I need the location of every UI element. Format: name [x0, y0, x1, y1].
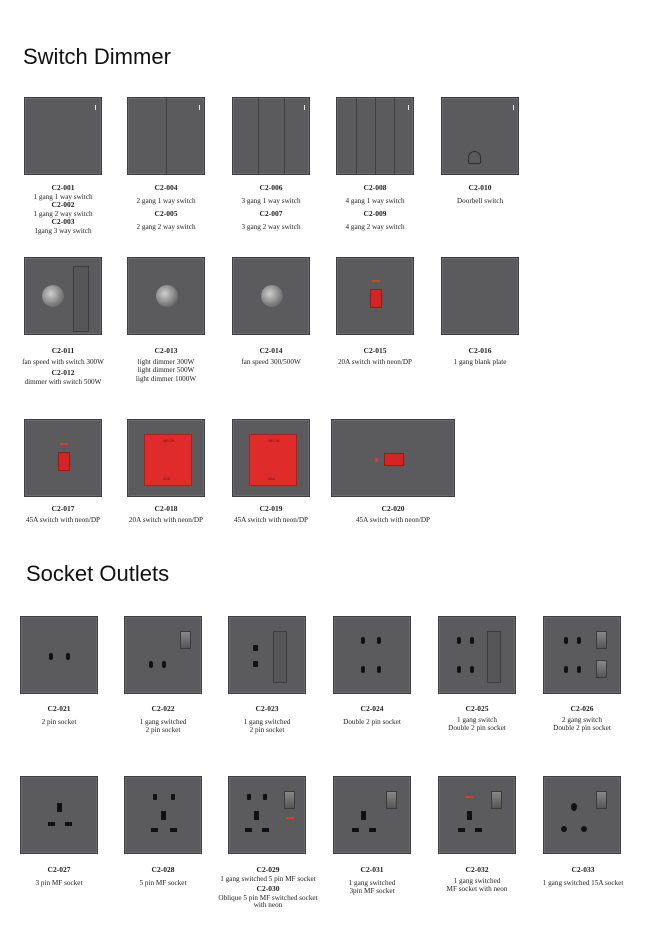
- socket-pin-hole: [253, 661, 258, 667]
- product-code: C2-004: [154, 183, 178, 192]
- socket-pin-hole: [457, 637, 461, 644]
- product-desc: Oblique 5 pin MF switched socket: [218, 893, 318, 902]
- socket-pin-hole: [171, 794, 175, 800]
- product-desc: 1 gang 2 way switch: [33, 209, 93, 218]
- product-desc: 3 gang 2 way switch: [241, 222, 301, 231]
- rocker-switch: [386, 791, 397, 809]
- gang-divider: [356, 98, 357, 174]
- red-switch-panel: [249, 434, 297, 486]
- product-desc: Double 2 pin socket: [343, 717, 401, 726]
- caption-c2-014: [222, 347, 320, 366]
- product-desc: 20A switch with neon/DP: [337, 357, 413, 366]
- indicator-led: [408, 105, 409, 110]
- caption-c2-006: [222, 184, 320, 231]
- socket-pin-hole: [475, 828, 482, 832]
- product-desc: 1 gang switched: [453, 876, 501, 885]
- product-code: C2-019: [259, 504, 283, 513]
- product-desc: MF socket with neon: [446, 885, 508, 894]
- socket-pin-hole: [571, 803, 577, 811]
- socket-pin-hole: [161, 811, 166, 820]
- caption-c2-029: [202, 866, 334, 908]
- indicator-led: [304, 105, 305, 110]
- product-code: C2-014: [259, 346, 283, 355]
- product-code: C2-016: [468, 346, 492, 355]
- socket-pin-hole: [66, 653, 70, 660]
- product-desc: 2 pin socket: [249, 726, 285, 735]
- rocker-switch: [487, 631, 501, 683]
- socket-pin-hole: [581, 826, 587, 832]
- product-c2-001-plate[interactable]: [24, 97, 102, 175]
- rocker-switch: [596, 631, 607, 649]
- product-code: C2-018: [154, 504, 178, 513]
- product-desc: Double 2 pin socket: [448, 724, 506, 733]
- product-desc: 1 gang blank plate: [453, 357, 507, 366]
- socket-pin-hole: [361, 666, 365, 673]
- socket-pin-hole: [564, 666, 568, 673]
- socket-pin-hole: [377, 637, 381, 644]
- product-desc: 3 pin MF socket: [35, 878, 83, 887]
- red-rocker-switch: [58, 452, 70, 471]
- product-code: C2-032: [465, 865, 489, 874]
- socket-pin-hole: [561, 826, 567, 832]
- caption-c2-033: [530, 866, 636, 887]
- product-desc: dimmer with switch 500W: [24, 377, 102, 386]
- socket-pin-hole: [48, 822, 55, 826]
- gang-divider: [284, 98, 285, 174]
- product-code: C2-025: [465, 704, 489, 713]
- product-c2-021-plate[interactable]: [20, 616, 98, 694]
- caption-c2-027: [9, 866, 109, 887]
- socket-pin-hole: [577, 666, 581, 673]
- caption-c2-018: [112, 505, 220, 524]
- product-desc: 45A switch with neon/DP: [233, 515, 309, 524]
- product-code: C2-015: [363, 346, 387, 355]
- product-c2-027-plate[interactable]: [20, 776, 98, 854]
- caption-c2-022: [113, 705, 213, 735]
- product-c2-017-plate[interactable]: [24, 419, 102, 497]
- product-desc: 1 gang switched 15A socket: [542, 878, 624, 887]
- product-c2-031-plate[interactable]: [333, 776, 411, 854]
- socket-pin-hole: [470, 637, 474, 644]
- product-desc: fan speed 300/500W: [241, 357, 301, 366]
- caption-c2-020: [333, 505, 453, 524]
- neon-indicator: [465, 796, 473, 798]
- product-code: C2-008: [363, 183, 387, 192]
- product-c2-014-plate[interactable]: [232, 257, 310, 335]
- red-switch-panel: [144, 434, 192, 486]
- product-c2-008-plate[interactable]: [336, 97, 414, 175]
- socket-pin-hole: [470, 666, 474, 673]
- rocker-switch: [596, 791, 607, 809]
- product-code: C2-017: [51, 504, 75, 513]
- gang-divider: [258, 98, 259, 174]
- product-desc: 1 gang switched: [243, 717, 291, 726]
- product-code: C2-022: [151, 704, 175, 713]
- product-desc: with neon: [253, 901, 283, 910]
- product-c2-016-plate[interactable]: [441, 257, 519, 335]
- product-c2-026-plate[interactable]: [543, 616, 621, 694]
- product-c2-004-plate[interactable]: [127, 97, 205, 175]
- product-c2-032-plate[interactable]: [438, 776, 516, 854]
- socket-pin-hole: [65, 822, 72, 826]
- product-desc: light dimmer 1000W: [135, 374, 197, 383]
- product-code: C2-003: [51, 217, 75, 227]
- product-desc: 1 gang switched: [348, 878, 396, 887]
- socket-pin-hole: [170, 828, 177, 832]
- product-desc: 3 gang 1 way switch: [241, 196, 301, 205]
- caption-c2-011: [6, 347, 120, 386]
- socket-pin-hole: [457, 666, 461, 673]
- caption-c2-028: [113, 866, 213, 887]
- product-code: C2-011: [51, 346, 75, 355]
- socket-pin-hole: [352, 828, 359, 832]
- product-desc: 4 gang 2 way switch: [345, 222, 405, 231]
- rocker-switch: [180, 631, 191, 649]
- socket-pin-hole: [577, 637, 581, 644]
- bell-icon: [468, 151, 481, 164]
- caption-c2-024: [322, 705, 422, 726]
- socket-pin-hole: [262, 828, 269, 832]
- neon-indicator: [60, 443, 68, 445]
- product-desc: 2 gang 2 way switch: [136, 222, 196, 231]
- product-desc: 1 gang switched: [139, 717, 187, 726]
- product-c2-024-plate[interactable]: [333, 616, 411, 694]
- product-desc: 45A switch with neon/DP: [355, 515, 431, 524]
- caption-c2-023: [217, 705, 317, 735]
- product-code: C2-024: [360, 704, 384, 713]
- product-c2-028-plate[interactable]: [124, 776, 202, 854]
- product-c2-025-plate[interactable]: [438, 616, 516, 694]
- caption-c2-010: [431, 184, 529, 205]
- socket-pin-hole: [369, 828, 376, 832]
- product-code: C2-028: [151, 865, 175, 874]
- product-c2-011-plate[interactable]: [24, 257, 102, 335]
- product-code: C2-013: [154, 346, 178, 355]
- caption-c2-008: [326, 184, 424, 231]
- product-code: C2-027: [47, 865, 71, 874]
- product-code: C2-020: [381, 504, 405, 513]
- product-code: C2-031: [360, 865, 384, 874]
- gang-divider: [166, 98, 167, 174]
- neon-indicator: [286, 817, 294, 819]
- product-code: C2-012: [51, 368, 75, 378]
- product-desc: 1 gang switched 5 pin MF socket: [220, 874, 316, 883]
- neon-indicator: [375, 458, 378, 462]
- socket-pin-hole: [361, 637, 365, 644]
- caption-c2-019: [217, 505, 325, 524]
- product-code: C2-006: [259, 183, 283, 192]
- rocker-switch: [491, 791, 502, 809]
- product-c2-029-plate[interactable]: [228, 776, 306, 854]
- rocker-switch: [596, 660, 607, 678]
- product-c2-010-plate[interactable]: [441, 97, 519, 175]
- rocker-switch: [73, 266, 89, 332]
- caption-c2-001: [14, 184, 112, 236]
- section-title-socket-outlets: Socket Outlets: [26, 561, 170, 586]
- socket-pin-hole: [377, 666, 381, 673]
- product-c2-006-plate[interactable]: [232, 97, 310, 175]
- product-code: C2-010: [468, 183, 492, 192]
- product-code: C2-033: [571, 865, 595, 874]
- socket-pin-hole: [49, 653, 53, 660]
- product-code: C2-001: [51, 183, 75, 192]
- gang-divider: [375, 98, 376, 174]
- red-rocker-switch: [384, 453, 404, 466]
- panel-label-bottom: 45A: [268, 476, 276, 481]
- section-title-switch-dimmer: Switch Dimmer: [23, 44, 171, 69]
- panel-label-top: NEON: [163, 438, 175, 443]
- caption-c2-031: [322, 866, 422, 896]
- socket-pin-hole: [253, 645, 258, 651]
- socket-pin-hole: [153, 794, 157, 800]
- fan-knob-icon: [261, 285, 283, 307]
- product-desc: 2 gang 1 way switch: [136, 196, 196, 205]
- product-c2-013-plate[interactable]: [127, 257, 205, 335]
- socket-pin-hole: [564, 637, 568, 644]
- indicator-led: [513, 105, 514, 110]
- red-rocker-switch: [370, 289, 382, 308]
- socket-pin-hole: [245, 828, 252, 832]
- caption-c2-016: [431, 347, 529, 366]
- product-code: C2-021: [47, 704, 71, 713]
- product-code: C2-030: [256, 884, 280, 894]
- product-desc: fan speed with switch 300W: [22, 357, 104, 366]
- socket-pin-hole: [254, 811, 259, 820]
- caption-c2-017: [14, 505, 112, 524]
- neon-indicator: [372, 280, 380, 282]
- product-c2-018-plate[interactable]: [127, 419, 205, 497]
- panel-label-top: NEON: [268, 438, 280, 443]
- caption-c2-004: [117, 184, 215, 231]
- product-c2-023-plate[interactable]: [228, 616, 306, 694]
- panel-label-bottom: 20A: [163, 476, 171, 481]
- product-code: C2-023: [255, 704, 279, 713]
- caption-c2-032: [427, 866, 527, 894]
- socket-pin-hole: [162, 661, 166, 668]
- product-desc: 4 gang 1 way switch: [345, 196, 405, 205]
- product-code: C2-026: [570, 704, 594, 713]
- product-desc: 1gang 3 way switch: [34, 226, 92, 235]
- caption-c2-026: [532, 705, 632, 733]
- indicator-led: [95, 105, 96, 110]
- dimmer-knob-icon: [156, 285, 178, 307]
- product-c2-020-plate[interactable]: [331, 419, 455, 497]
- product-desc: 3pin MF socket: [349, 887, 395, 896]
- socket-pin-hole: [57, 803, 62, 812]
- socket-pin-hole: [467, 811, 472, 820]
- product-desc: 1 gang 1 way switch: [33, 192, 93, 201]
- socket-pin-hole: [458, 828, 465, 832]
- product-code: C2-007: [259, 209, 283, 219]
- caption-c2-015: [321, 347, 429, 366]
- product-desc: 2 pin socket: [41, 717, 77, 726]
- caption-c2-025: [427, 705, 527, 733]
- product-desc: 5 pin MF socket: [139, 878, 187, 887]
- product-desc: Double 2 pin socket: [553, 724, 611, 733]
- socket-pin-hole: [263, 794, 267, 800]
- product-code: C2-005: [154, 209, 178, 219]
- product-desc: 20A switch with neon/DP: [128, 515, 204, 524]
- product-desc: light dimmer 300W: [137, 357, 195, 366]
- product-c2-019-plate[interactable]: [232, 419, 310, 497]
- product-desc: Doorbell switch: [456, 196, 504, 205]
- socket-pin-hole: [247, 794, 251, 800]
- product-desc: 1 gang switch: [457, 715, 497, 724]
- socket-pin-hole: [151, 828, 158, 832]
- product-desc: light dimmer 500W: [137, 366, 195, 375]
- indicator-led: [199, 105, 200, 110]
- product-desc: 45A switch with neon/DP: [25, 515, 101, 524]
- caption-c2-021: [9, 705, 109, 726]
- product-c2-015-plate[interactable]: [336, 257, 414, 335]
- gang-divider: [394, 98, 395, 174]
- product-code: C2-009: [363, 209, 387, 219]
- product-code: C2-029: [256, 865, 280, 874]
- product-c2-033-plate[interactable]: [543, 776, 621, 854]
- dimmer-knob-icon: [42, 285, 64, 307]
- rocker-switch: [284, 791, 295, 809]
- product-code: C2-002: [51, 200, 75, 210]
- caption-c2-013: [117, 347, 215, 383]
- product-desc: 2 gang switch: [562, 715, 602, 724]
- product-desc: 2 pin socket: [145, 726, 181, 735]
- socket-pin-hole: [361, 811, 366, 820]
- socket-pin-hole: [149, 661, 153, 668]
- rocker-switch: [273, 631, 287, 683]
- product-c2-022-plate[interactable]: [124, 616, 202, 694]
